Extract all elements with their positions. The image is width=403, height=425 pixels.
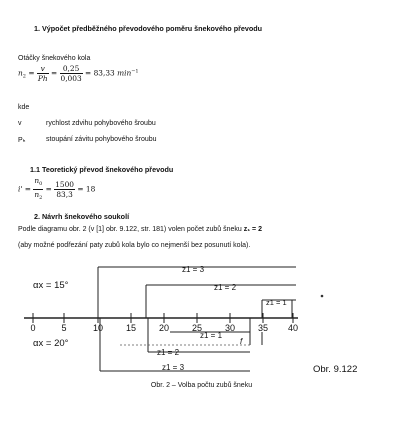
eq-frac1-den: Ph	[37, 74, 48, 83]
eq-frac2-den: 0,003	[60, 74, 82, 83]
wheel-speed-equation: $n_2$ = $\frac{v}{Ph}$ = $\frac{0,25}{0,003}$ = 83,33 $\min^{-1}$	[18, 64, 139, 83]
marker-f: f	[240, 337, 243, 346]
figure-caption: Obr. 2 – Volba počtu zubů šneku	[150, 382, 253, 389]
eq-unit: min	[117, 68, 132, 78]
where-label: kde	[18, 104, 30, 111]
section-1-1-heading: 1.1 Teoretický převod šnekového převodu	[30, 165, 174, 174]
def-text-v: rychlost zdvihu pohybového šroubu	[46, 120, 156, 127]
def-symbol-ph: Pₕ	[18, 137, 26, 144]
z-upper-3-label: z1 = 3	[182, 265, 205, 274]
section-2-line-2: (aby možné podřezání paty zubů kola bylo co nejmenší bez posunutí kola).	[18, 242, 251, 249]
tick-label-0: 0	[30, 323, 36, 333]
wheel-speed-label: Otáčky šnekového kola	[18, 55, 91, 62]
z-lower-1-label: z1 = 1	[200, 331, 223, 340]
z-upper-2-label: z1 = 2	[214, 283, 237, 292]
z-upper-1-label: z1 = 1	[266, 298, 287, 307]
eq-lhs: n	[18, 68, 23, 78]
alpha-15-label: αx = 15°	[33, 280, 69, 291]
diagram-dot	[321, 295, 324, 298]
ratio-f1-den: n	[34, 190, 40, 199]
def-symbol-v: v	[18, 120, 22, 127]
ratio-f2-num: 1500	[55, 180, 74, 189]
section-2-line-1-text: Podle diagramu obr. 2 (v [1] obr. 9.122, str. 181) volen počet zubů šneku	[18, 226, 242, 233]
tick-label-40: 40	[287, 323, 299, 333]
ratio-f1-num: n	[34, 176, 40, 185]
tick-label-5: 5	[61, 323, 67, 333]
tick-label-20: 20	[158, 323, 170, 333]
ratio-f1-num-sub: 0	[39, 181, 43, 187]
section-2-line-1-bold: z₁ = 2	[243, 226, 262, 233]
def-text-ph: stoupání závitu pohybového šroubu	[46, 136, 157, 143]
ratio-f1-den-sub: 2	[39, 195, 43, 201]
tick-label-15: 15	[125, 323, 137, 333]
figure-reference: Obr. 9.122	[313, 364, 358, 375]
tick-label-35: 35	[257, 323, 269, 333]
tick-label-30: 30	[224, 323, 236, 333]
z-lower-2-label: z1 = 2	[157, 348, 180, 357]
eq-result: = 83,33	[85, 68, 115, 78]
alpha-20-label: αx = 20°	[33, 338, 69, 349]
eq-unit-exp: −1	[131, 68, 139, 75]
tick-label-10: 10	[92, 323, 104, 333]
ratio-result: = 18	[77, 184, 96, 194]
ratio-lhs: i'	[18, 184, 23, 194]
tick-label-25: 25	[191, 323, 203, 333]
section-1-heading: 1. Výpočet předběžného převodového poměru šnekového převodu	[34, 24, 263, 33]
section-2-heading: 2. Návrh šnekového soukolí	[34, 212, 130, 221]
z-lower-3-label: z1 = 3	[162, 363, 185, 372]
eq-frac2-num: 0,25	[60, 64, 83, 74]
ratio-f2-den: 83,3	[56, 190, 73, 199]
eq-lhs-sub: 2	[22, 73, 26, 80]
gear-ratio-equation: i' = $\frac{n_0}{n_2}$ = $\frac{1500}{83,3}$ = 18	[18, 176, 96, 201]
eq-frac1-num: v	[37, 64, 49, 74]
